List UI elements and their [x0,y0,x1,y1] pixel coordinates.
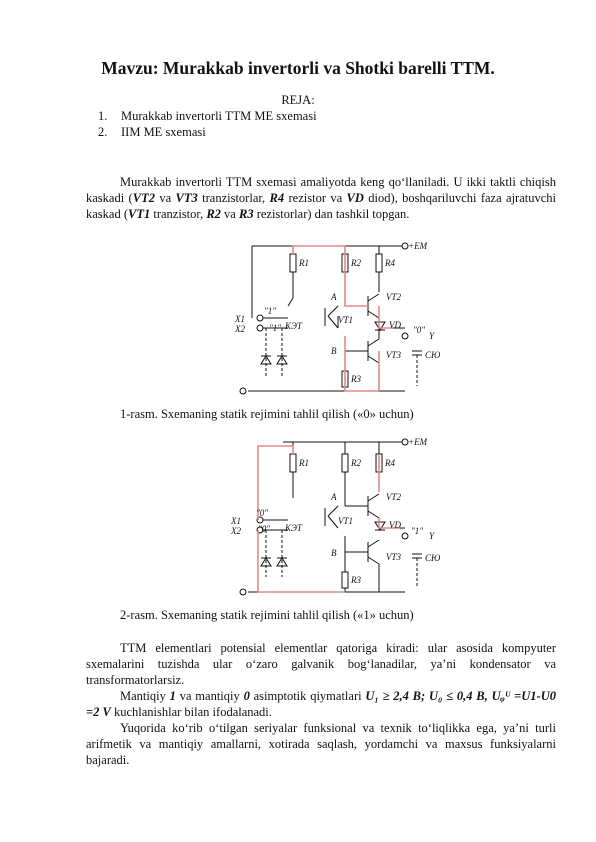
vt1-label: VT1 [338,516,354,526]
r2-label: R2 [351,458,361,468]
x2-label: X2 [231,526,241,536]
output-label: Y [429,331,435,341]
plan-item: Murakkab invertorli TTM ME sxemasi [121,109,317,123]
plan-item: IIM ME sxemasi [121,125,206,139]
supply-label: +EМ [408,437,428,447]
plan-item-number: 2. [98,125,108,139]
vt2-label: VT2 [386,292,402,302]
paragraph-series: Yuqorida ko‘rib o‘tilgan seriyalar funksional va texnik to‘liqlikka ega, ya’ni turli arifmetik va mantiqiy amallarni, xotirada saqlash, yordamchi va maxsus funksiyalarni bajaradi. [86,721,556,767]
circuit-diagram-2 [228,432,454,602]
vd-label: VD [389,520,401,530]
r1-label: R1 [299,458,309,468]
input-state-label: "0" [258,524,271,534]
vt2-label: VT2 [386,492,402,502]
paragraph-intro: Murakkab invertorli TTM sxemasi amaliyotda keng qo‘llaniladi. U ikki taktli chiqish kaskadi (VT2 va VT3 tranzistorlar, R4 rezistor va VD diod), boshqariluvchi faza ajratuvchi kaskad (VT1 tranzistor, R2 va R3 rezistorlar) dan tashkil topgan. [86,175,556,221]
r4-label: R4 [385,258,395,268]
vd-label: VD [389,320,401,330]
vt1-label: VT1 [338,315,354,325]
input-state-label: "1" [269,323,282,333]
node-a-label: A [331,292,337,302]
capacitor-label: CЮ [425,350,441,360]
vt3-label: VT3 [386,350,402,360]
r4-label: R4 [385,458,395,468]
output-state-label: "1" [411,526,424,536]
figure1-caption: 1-rasm. Sxemaning statik rejimini tahlil qilish («0» uchun) [120,407,414,421]
kzt-label: KЭТ [285,321,302,331]
circuit-diagram-1 [228,236,454,404]
plan-heading: REJA: [281,93,315,107]
node-b-label: B [331,548,337,558]
node-b-label: B [331,346,337,356]
figure2-caption: 2-rasm. Sxemaning statik rejimini tahlil qilish («1» uchun) [120,608,414,622]
r3-label: R3 [351,575,361,585]
page-title: Mavzu: Murakkab invertorli va Shotki barelli TTM. [101,58,495,78]
plan-item-number: 1. [98,109,108,123]
x1-label: X1 [235,314,245,324]
r2-label: R2 [351,258,361,268]
x2-label: X2 [235,324,245,334]
output-label: Y [429,531,435,541]
supply-label: +EМ [408,241,428,251]
r3-label: R3 [351,374,361,384]
input-state-label: "0" [256,508,269,518]
vt3-label: VT3 [386,552,402,562]
output-state-label: "0" [413,325,426,335]
paragraph-logic-levels: Mantiqiy 1 va mantiqiy 0 asimptotik qiymatlari U₁ ≥ 2,4 B; U₀ ≤ 0,4 B, Uᵩᵁ =U1-U0 =2 V kuchlanishlar bilan ifodalanadi. [86,689,556,719]
x1-label: X1 [231,516,241,526]
kzt-label: KЭТ [285,523,302,533]
node-a-label: A [331,492,337,502]
input-state-label: "1" [264,306,277,316]
r1-label: R1 [299,258,309,268]
capacitor-label: CЮ [425,553,441,563]
paragraph-ttm-elements: TTM elementlari potensial elementlar qatoriga kiradi: ular asosida kompyuter sxemalarini tuzishda ular o‘zaro galvanik bog‘lanadilar, ya’ni kondensator va transformatorlarsiz. [86,641,556,687]
